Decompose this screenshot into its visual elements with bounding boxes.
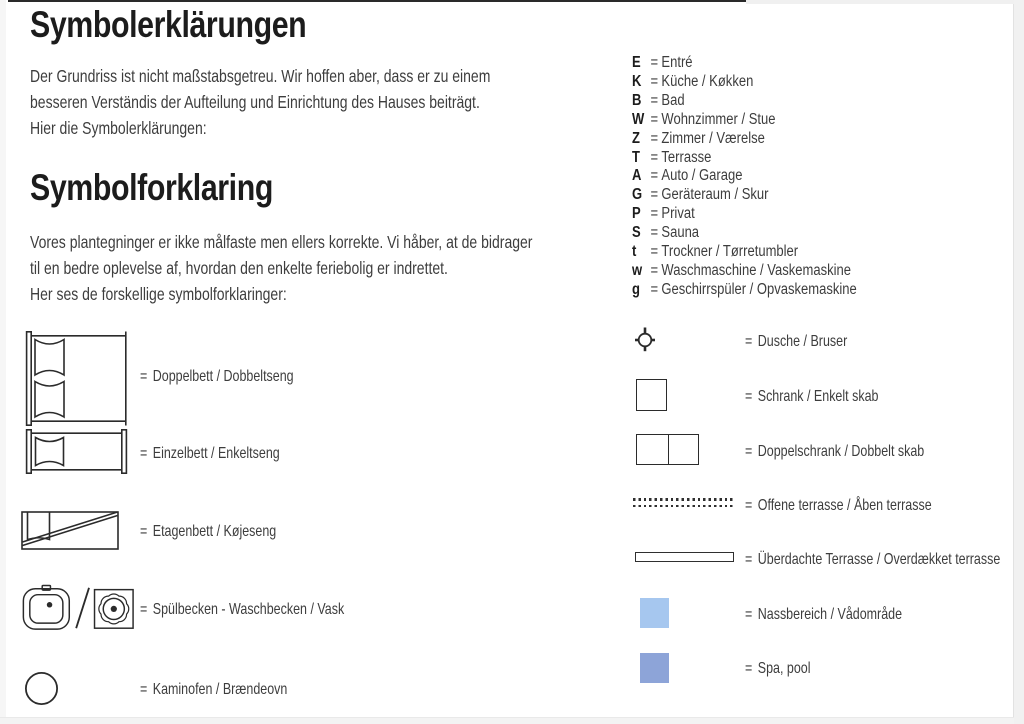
wet-area-swatch	[640, 598, 669, 628]
abbr-letter: w	[632, 261, 643, 279]
double-bed-icon	[24, 331, 129, 426]
abbr-row	[632, 149, 857, 168]
equals-sign: =	[140, 681, 148, 698]
danish-paragraph-line: til en bedre oplevelse af, hvordan den enkelte feriebolig er indrettet.	[30, 258, 448, 278]
wood-stove-label: = Kaminofen / Brændeovn	[140, 681, 288, 698]
equals-sign: =	[650, 205, 659, 223]
abbr-row	[632, 73, 857, 92]
abbr-letter: P	[632, 205, 641, 223]
dotted-line	[633, 498, 733, 501]
abbr-row	[632, 167, 857, 186]
abbr-letter: K	[632, 72, 642, 90]
abbr-text: Zimmer / Værelse	[661, 129, 765, 147]
abbr-text: Wohnzimmer / Stue	[661, 110, 776, 128]
wood-stove-icon	[24, 671, 60, 707]
abbr-text: Geräteraum / Skur	[661, 186, 769, 204]
abbr-row	[632, 92, 857, 111]
equals-sign: =	[140, 523, 148, 540]
equals-sign: =	[650, 110, 659, 128]
abbr-letter: W	[632, 110, 645, 128]
abbr-letter: A	[632, 167, 642, 185]
abbr-row	[632, 281, 857, 300]
abbr-row	[632, 186, 857, 205]
equals-sign: =	[140, 445, 148, 462]
abbr-text: Waschmaschine / Vaskemaskine	[661, 261, 851, 279]
equals-sign: =	[650, 243, 659, 261]
closet-divider	[668, 435, 670, 464]
abbr-row	[632, 224, 857, 243]
abbr-letter: G	[632, 186, 643, 204]
abbr-text: Trockner / Tørretumbler	[661, 243, 799, 261]
equals-sign: =	[745, 333, 753, 350]
abbr-letter: T	[632, 148, 640, 166]
equals-sign: =	[650, 167, 659, 185]
double-closet-icon	[636, 434, 699, 465]
german-paragraph-line: Der Grundriss ist nicht maßstabsgetreu. Wir hoffen aber, dass er zu einem	[30, 66, 491, 86]
page-edge-top-line	[8, 0, 746, 2]
abbr-text: Bad	[661, 91, 685, 109]
equals-sign: =	[745, 497, 753, 514]
danish-paragraph-line: Her ses de forskellige symbolforklaringer:	[30, 284, 287, 304]
double-bed-label: = Doppelbett / Dobbeltseng	[140, 368, 294, 385]
bunk-bed-label: = Etagenbett / Køjeseng	[140, 523, 277, 540]
equals-sign: =	[745, 660, 753, 677]
shower-icon	[632, 326, 658, 353]
equals-sign: =	[650, 148, 659, 166]
abbreviation-list	[632, 54, 857, 300]
abbr-row	[632, 54, 857, 73]
abbr-text: Terrasse	[661, 148, 712, 166]
abbr-letter: E	[632, 54, 641, 71]
abbr-letter: B	[632, 91, 642, 109]
single-bed-icon	[24, 429, 129, 474]
danish-heading: Symbolforklaring	[30, 167, 273, 208]
dotted-line	[633, 505, 733, 508]
spa-pool-label: = Spa, pool	[745, 660, 811, 677]
page-edge-right	[1013, 0, 1024, 724]
open-terrace-label: = Offene terrasse / Åben terrasse	[745, 497, 932, 514]
german-paragraph	[30, 63, 490, 141]
covered-terrace-icon	[635, 552, 734, 562]
open-terrace-icon	[633, 498, 733, 508]
equals-sign: =	[140, 601, 148, 618]
equals-sign: =	[745, 443, 753, 460]
abbr-row	[632, 130, 857, 149]
sink-washbasin-icon	[22, 584, 134, 632]
abbr-text: Geschirrspüler / Opvaskemaskine	[661, 280, 857, 298]
german-paragraph-line: Hier die Symbolerklärungen:	[30, 118, 207, 138]
german-heading: Symbolerklärungen	[30, 4, 307, 45]
equals-sign: =	[650, 72, 659, 90]
abbr-text: Entré	[661, 54, 693, 71]
danish-paragraph-line: Vores plantegninger er ikke målfaste men ellers korrekte. Vi håber, at de bidrager	[30, 232, 533, 252]
abbr-letter: S	[632, 224, 641, 242]
abbr-text: Privat	[661, 205, 695, 223]
abbr-text: Sauna	[661, 224, 700, 242]
single-closet-label: = Schrank / Enkelt skab	[745, 388, 879, 405]
shower-label: = Dusche / Bruser	[745, 333, 848, 350]
abbr-row	[632, 205, 857, 224]
equals-sign: =	[650, 129, 659, 147]
abbr-row	[632, 111, 857, 130]
equals-sign: =	[140, 368, 148, 385]
single-bed-label: = Einzelbett / Enkeltseng	[140, 445, 280, 462]
page-edge-bottom	[0, 717, 1014, 724]
wet-area-label: = Nassbereich / Vådområde	[745, 606, 903, 623]
danish-paragraph	[30, 229, 532, 307]
abbr-row	[632, 243, 857, 262]
sink-washbasin-label: = Spülbecken - Waschbecken / Vask	[140, 601, 345, 618]
equals-sign: =	[650, 186, 659, 204]
equals-sign: =	[650, 54, 659, 71]
equals-sign: =	[745, 551, 753, 568]
equals-sign: =	[650, 91, 659, 109]
abbr-text: Küche / Køkken	[661, 72, 754, 90]
bunk-bed-icon	[21, 511, 119, 550]
spa-pool-swatch	[640, 653, 669, 683]
equals-sign: =	[650, 224, 659, 242]
single-closet-icon	[636, 379, 667, 411]
abbr-letter: t	[632, 243, 637, 261]
page-edge-top-right	[746, 0, 1014, 4]
abbr-text: Auto / Garage	[661, 167, 743, 185]
double-closet-label: = Doppelschrank / Dobbelt skab	[745, 443, 925, 460]
equals-sign: =	[745, 606, 753, 623]
abbr-letter: g	[632, 280, 640, 298]
abbr-row	[632, 262, 857, 281]
german-paragraph-line: besseren Verständis der Aufteilung und Einrichtung des Hauses beiträgt.	[30, 92, 480, 112]
equals-sign: =	[650, 261, 659, 279]
equals-sign: =	[650, 280, 659, 298]
covered-terrace-label: = Überdachte Terrasse / Overdækket terrasse	[745, 551, 1001, 568]
abbr-letter: Z	[632, 129, 640, 147]
page-edge-left	[0, 0, 6, 724]
equals-sign: =	[745, 388, 753, 405]
